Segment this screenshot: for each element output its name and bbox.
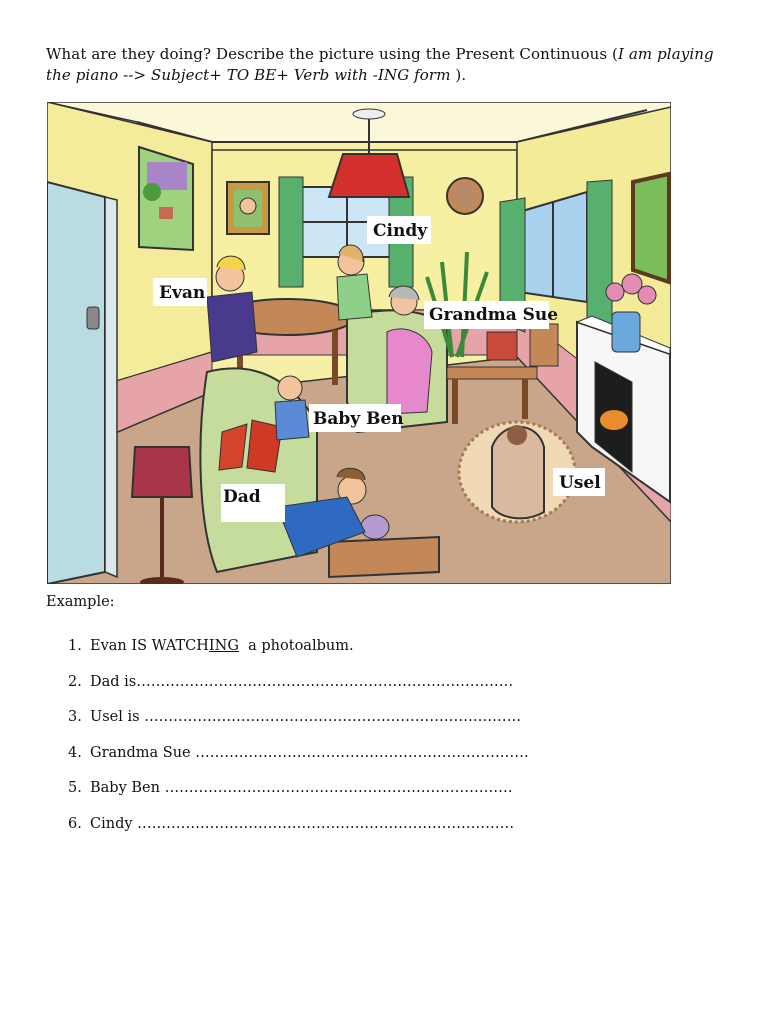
exercise-item bbox=[68, 709, 529, 745]
exercise-text: Dad is…………………………………………………………………… bbox=[90, 673, 514, 690]
exercise-text: Baby Ben ……………………………………………………………… bbox=[90, 780, 513, 796]
exercise-number: 5. bbox=[68, 780, 82, 796]
exercise-number: 3. bbox=[68, 709, 82, 725]
exercise-text: Usel is …………………………………………………………………… bbox=[90, 709, 522, 725]
label-evan: Evan bbox=[159, 283, 206, 303]
label-dad: Dad bbox=[223, 487, 261, 507]
exercise-text-part: Evan IS WATCH bbox=[90, 638, 209, 654]
living-room-illustration bbox=[47, 102, 671, 584]
exercise-text-part: a photoalbum. bbox=[238, 638, 354, 654]
exercise-item bbox=[68, 674, 529, 710]
instructions-text: What are they doing? Describe the picture using the Present Continuous ( bbox=[46, 45, 618, 63]
label-baby-ben: Baby Ben bbox=[313, 409, 404, 429]
exercise-number: 6. bbox=[68, 815, 82, 832]
exercise-item bbox=[68, 816, 529, 852]
exercise-number: 1. bbox=[68, 638, 82, 654]
example-label: Example: bbox=[46, 594, 115, 610]
instructions-example: I am playing the piano --> Subject+ TO BE+ Verb with -ING form bbox=[46, 45, 714, 84]
exercise-list bbox=[68, 638, 529, 851]
exercise-text: Grandma Sue …………………………………………………………… bbox=[90, 744, 529, 761]
exercise-text-underlined: ING bbox=[208, 638, 239, 654]
label-usel: Usel bbox=[559, 473, 601, 493]
label-grandma-sue: Grandma Sue bbox=[429, 305, 559, 325]
exercise-number: 4. bbox=[68, 744, 82, 761]
exercise-item bbox=[68, 780, 529, 816]
exercise-text bbox=[90, 638, 354, 674]
instructions-end: ). bbox=[455, 66, 467, 84]
instructions bbox=[46, 44, 736, 86]
exercise-number: 2. bbox=[68, 673, 82, 690]
exercise-item bbox=[68, 638, 529, 674]
exercise-text: Cindy …………………………………………………………………… bbox=[90, 815, 515, 832]
exercise-item bbox=[68, 745, 529, 781]
label-cindy: Cindy bbox=[373, 221, 428, 241]
